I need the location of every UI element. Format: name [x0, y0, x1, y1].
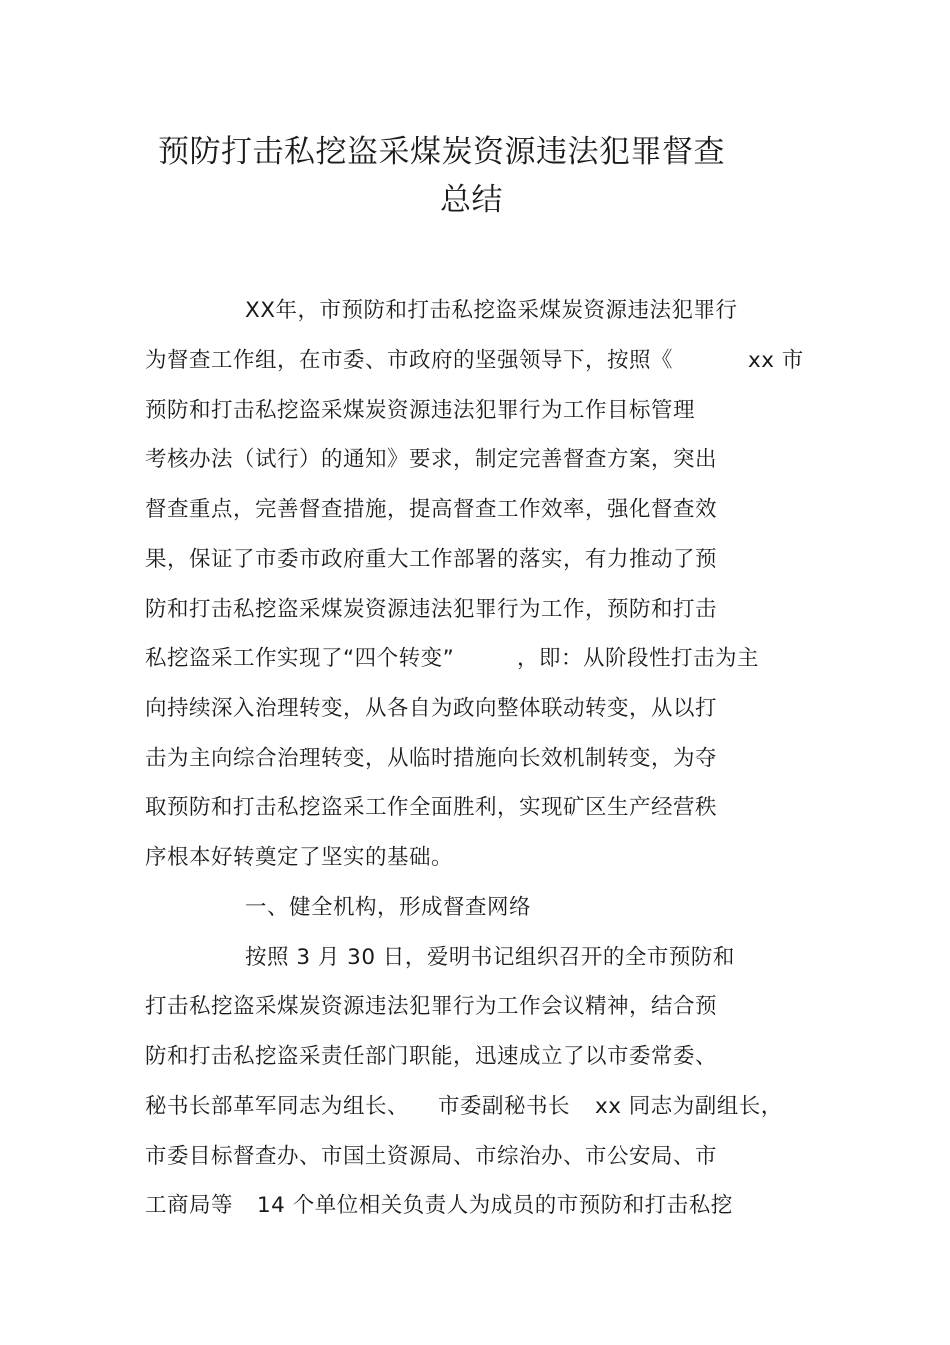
- text-segment: 击为主向综合治理转变，从临时措施向长效机制转变，为夺: [145, 746, 718, 771]
- document-title: 预防打击私挖盗采煤炭资源违法犯罪督查: [158, 134, 725, 170]
- text-segment: ，即：从阶段性打击为主: [517, 646, 760, 671]
- text-segment: 向持续深入治理转变，从各自为政向整体联动转变，从以打: [145, 696, 718, 721]
- text-segment: 防和打击私挖盗采责任部门职能，迅速成立了以市委常委、: [145, 1044, 718, 1069]
- text-segment: 为督查工作组，在市委、市政府的坚强领导下，按照《: [145, 348, 674, 373]
- text-segment: 秘书长部革军同志为组长、: [145, 1094, 410, 1119]
- text-segment: 果，保证了市委市政府重大工作部署的落实，有力推动了预: [145, 547, 718, 572]
- text-segment: 私挖盗采工作实现了“四个转变”: [145, 646, 455, 671]
- body-line: [145, 343, 804, 374]
- body-line: [145, 393, 695, 424]
- text-segment: 一、健全机构，形成督查网络: [245, 895, 532, 920]
- body-line: [145, 691, 717, 722]
- text-segment: 按照 3 月 30 日，爱明书记组织召开的全市预防和: [245, 945, 735, 970]
- body-line: [145, 592, 717, 623]
- body-line: [145, 641, 760, 672]
- body-line: [145, 1139, 717, 1170]
- text-segment: 市委目标督查办、市国土资源局、市综治办、市公安局、市: [145, 1144, 718, 1169]
- text-segment: 取预防和打击私挖盗采工作全面胜利，实现矿区生产经营秩: [145, 795, 718, 820]
- body-line: [145, 989, 717, 1020]
- body-line: [145, 1089, 783, 1120]
- section-heading: [245, 890, 531, 921]
- body-line: [145, 542, 717, 573]
- body-line: [145, 1039, 717, 1070]
- text-segment: 打击私挖盗采煤炭资源违法犯罪行为工作会议精神，结合预: [145, 994, 718, 1019]
- text-segment: 督查重点，完善督查措施，提高督查工作效率，强化督查效: [145, 497, 718, 522]
- document-title-continued: 总结: [440, 182, 503, 218]
- text-segment: 序根本好转奠定了坚实的基础。: [145, 845, 454, 870]
- text-segment: xx 市: [748, 348, 804, 373]
- body-line: [245, 940, 735, 971]
- text-segment: 考核办法（试行）的通知》要求，制定完善督查方案，突出: [145, 447, 718, 472]
- text-segment: 预防和打击私挖盗采煤炭资源违法犯罪行为工作目标管理: [145, 398, 696, 423]
- text-segment: 工商局等: [145, 1193, 234, 1218]
- text-segment: 防和打击私挖盗采煤炭资源违法犯罪行为工作，预防和打击: [145, 597, 718, 622]
- body-line: [145, 741, 717, 772]
- body-line: [145, 790, 717, 821]
- body-line: [145, 840, 453, 871]
- text-segment: xx 同志为副组长，: [595, 1094, 783, 1119]
- text-segment: 市委副秘书长: [438, 1094, 571, 1119]
- body-line: [145, 442, 717, 473]
- body-line: [145, 492, 717, 523]
- text-segment: 14 个单位相关负责人为成员的市预防和打击私挖: [257, 1193, 733, 1218]
- text-segment: XX年，市预防和打击私挖盗采煤炭资源违法犯罪行: [245, 298, 738, 323]
- body-line: [145, 1188, 733, 1219]
- body-line: [245, 293, 737, 324]
